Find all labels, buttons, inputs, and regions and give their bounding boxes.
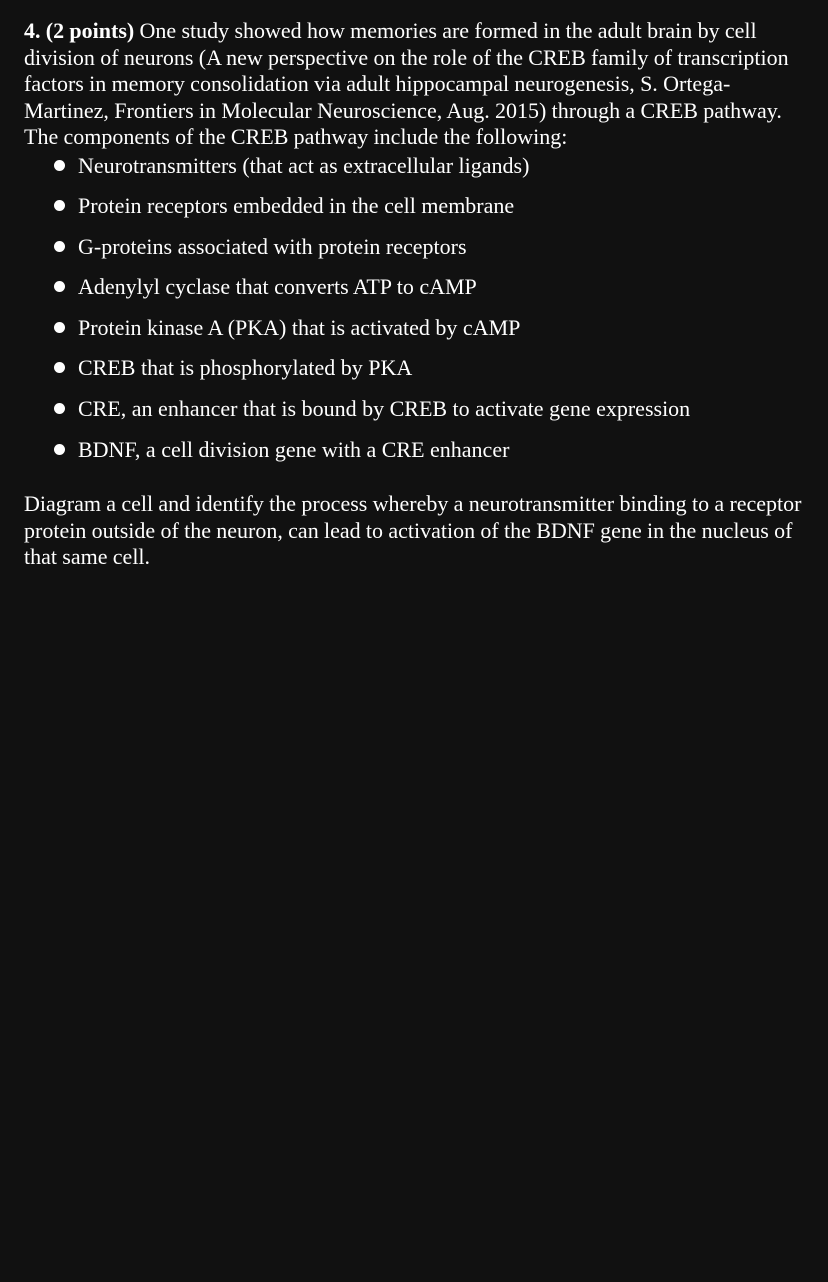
question-document: [24, 18, 814, 571]
list-item: [24, 234, 814, 275]
list-item: [24, 396, 814, 437]
list-item: [24, 193, 814, 234]
bullet-icon: [54, 403, 65, 414]
list-item: [24, 153, 814, 194]
question-intro: [24, 18, 814, 151]
list-item-text: Neurotransmitters (that act as extracellular ligands): [78, 152, 530, 178]
list-item: [24, 274, 814, 315]
list-item: [24, 315, 814, 356]
list-item-text: CRE, an enhancer that is bound by CREB to activate gene expression: [78, 396, 691, 422]
bullet-icon: [54, 362, 65, 373]
bullet-icon: [54, 200, 65, 211]
list-item-text: BDNF, a cell division gene with a CRE enhancer: [78, 436, 510, 462]
list-item: [24, 355, 814, 396]
list-item-text: Protein kinase A (PKA) that is activated by cAMP: [78, 314, 521, 340]
bullet-icon: [54, 281, 65, 292]
list-item-text: Protein receptors embedded in the cell membrane: [78, 193, 515, 219]
question-intro-text: One study showed how memories are formed in the adult brain by cell division of neurons (A new perspective on the role of the CREB family of transcription factors in memory consolidation via adult hippocampal neurogenesis, S. Ortega-Martinez, Frontiers in Molecular Neuroscience, Aug. 2015) through a CREB pathway. The components of the CREB pathway include the following:: [24, 18, 789, 149]
list-item-text: G-proteins associated with protein receptors: [78, 233, 467, 259]
question-prompt: Diagram a cell and identify the process whereby a neurotransmitter binding to a receptor protein outside of the neuron, can lead to activation of the BDNF gene in the nucleus of that same cell.: [24, 491, 802, 570]
bullet-icon: [54, 444, 65, 455]
pathway-components-list: [24, 153, 814, 478]
list-item: [24, 437, 814, 478]
bullet-icon: [54, 241, 65, 252]
bullet-icon: [54, 322, 65, 333]
bullet-icon: [54, 160, 65, 171]
list-item-text: Adenylyl cyclase that converts ATP to cAMP: [78, 274, 477, 300]
list-item-text: CREB that is phosphorylated by PKA: [78, 355, 413, 381]
question-number: 4. (2 points): [24, 18, 135, 43]
